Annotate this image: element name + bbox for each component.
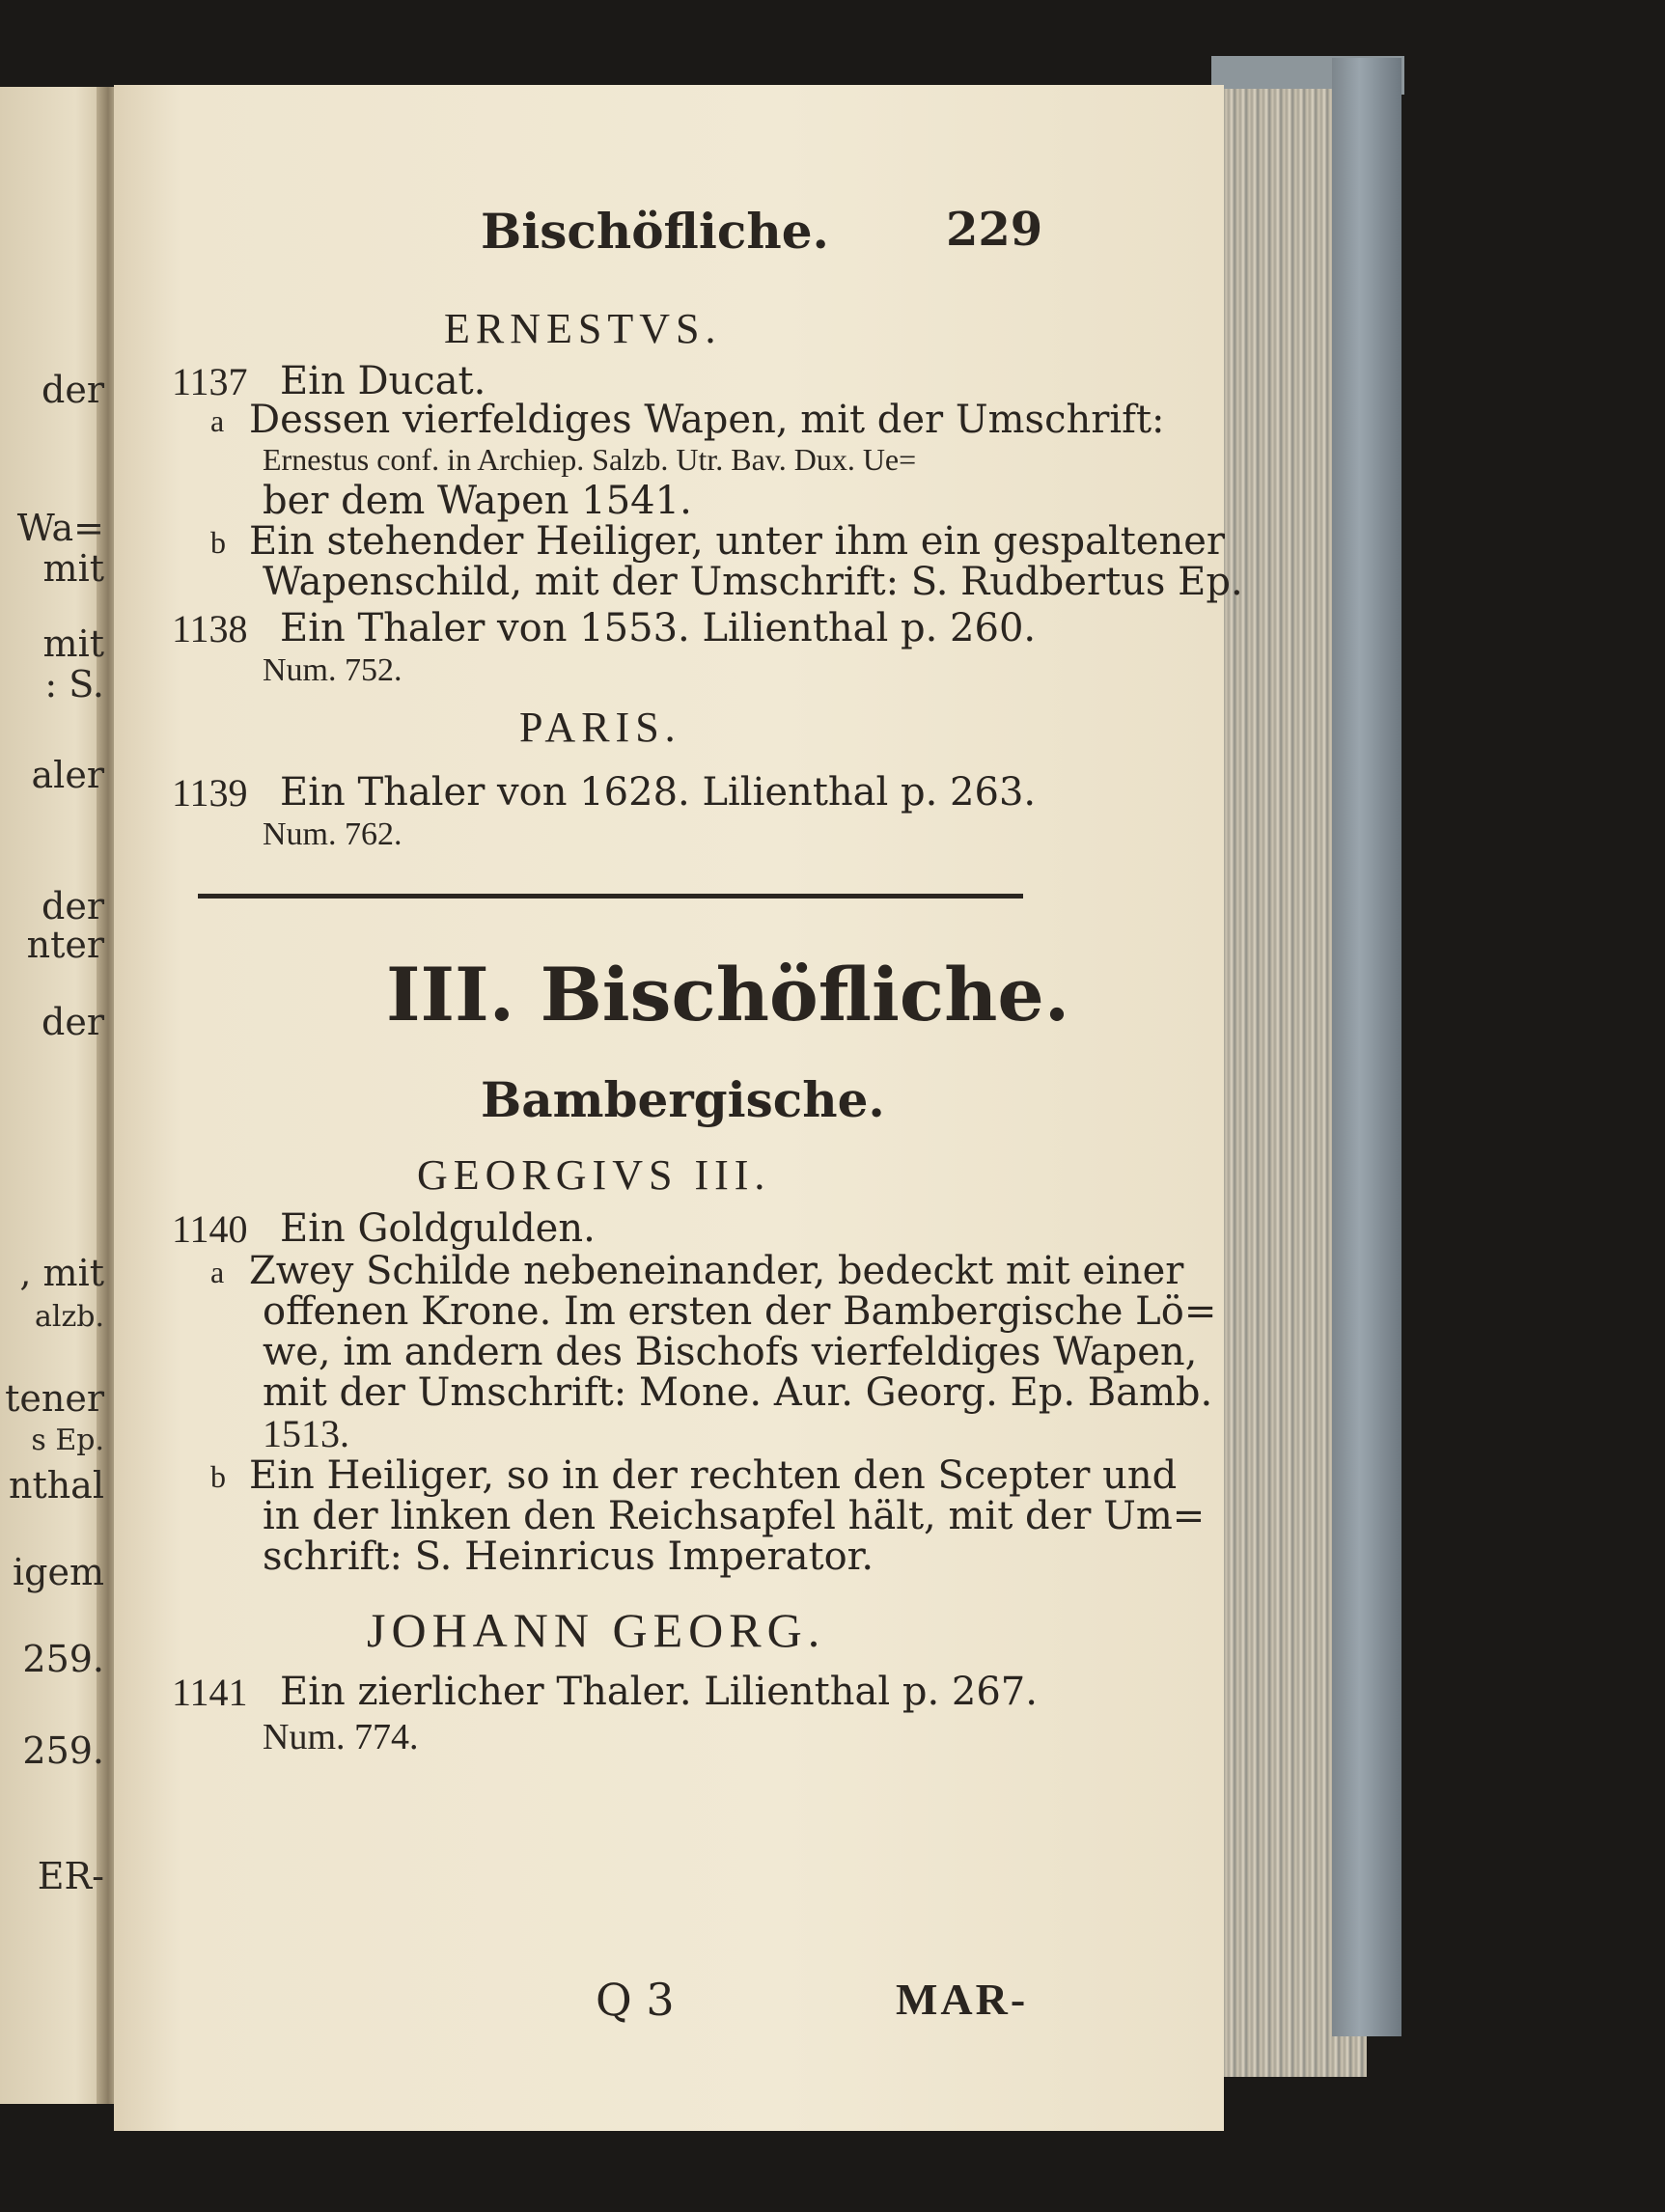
- entry-number: 1138: [172, 607, 248, 650]
- entry-line: Zwey Schilde nebeneinander, bedeckt mit einer: [249, 1249, 1184, 1293]
- left-fragment: , mit: [19, 1252, 104, 1294]
- entry-line: Ein stehender Heiliger, unter ihm ein gespaltener: [249, 519, 1226, 564]
- section-divider: [198, 894, 1023, 899]
- left-fragment: ER-: [37, 1855, 104, 1897]
- entry-line: Ein Thaler von 1628. Lilienthal p. 263.: [280, 770, 1037, 815]
- signature-mark: Q 3: [596, 1974, 675, 2026]
- entry-line: Ein Heiliger, so in der rechten den Scepter und: [249, 1453, 1178, 1498]
- entry-line: in der linken den Reichsapfel hält, mit der Um=: [263, 1494, 1206, 1538]
- entry-line: mit der Umschrift: Mone. Aur. Georg. Ep. Bamb.: [263, 1370, 1213, 1415]
- entry-title: Ein Goldgulden.: [280, 1206, 596, 1251]
- ruler-heading: PARIS.: [519, 704, 681, 751]
- catchword: MAR-: [896, 1975, 1029, 2024]
- side-label: a: [210, 1255, 225, 1289]
- entry-line: Ein zierlicher Thaler. Lilienthal p. 267.: [280, 1670, 1038, 1714]
- page-number: 229: [946, 203, 1043, 257]
- entry-line: Num. 762.: [263, 816, 402, 852]
- left-fragment: Wa=: [16, 507, 104, 549]
- left-fragment: igem: [13, 1551, 104, 1593]
- entry-line: we, im andern des Bischofs vierfeldiges Wapen,: [263, 1330, 1198, 1374]
- section-title: III. Bischöfliche.: [386, 952, 1070, 1037]
- left-fragment: der: [42, 369, 104, 411]
- entry-number: 1141: [172, 1671, 248, 1714]
- left-fragment: s Ep.: [31, 1424, 104, 1457]
- entry-number: 1139: [172, 771, 248, 815]
- left-fragment: aler: [31, 754, 104, 796]
- entry-line: Ernestus conf. in Archiep. Salzb. Utr. Bav. Dux. Ue=: [263, 442, 917, 477]
- side-label: b: [210, 525, 226, 560]
- side-label: b: [210, 1459, 226, 1494]
- left-fragment: der: [42, 1001, 104, 1043]
- left-fragment: nthal: [8, 1464, 104, 1507]
- entry-title: Ein Ducat.: [280, 359, 486, 403]
- running-title: Bischöfliche.: [481, 203, 829, 260]
- entry-line: Num. 752.: [263, 652, 402, 688]
- book-cover-edge: [1332, 58, 1401, 2036]
- entry-line: ber dem Wapen 1541.: [263, 479, 692, 523]
- entry-line: offenen Krone. Im ersten der Bambergische Lö=: [263, 1289, 1217, 1334]
- left-fragment: mit: [42, 622, 104, 665]
- ruler-heading: JOHANN GEORG.: [367, 1603, 826, 1657]
- left-fragment: 259.: [22, 1638, 104, 1680]
- entry-line: schrift: S. Heinricus Imperator.: [263, 1535, 874, 1579]
- entry-line: Dessen vierfeldiges Wapen, mit der Umschrift:: [249, 398, 1165, 442]
- entry-number: 1137: [172, 360, 248, 403]
- left-fragment: mit: [42, 547, 104, 590]
- entry-number: 1140: [172, 1207, 248, 1251]
- left-fragment: nter: [26, 924, 104, 966]
- ruler-heading: GEORGIVS III.: [417, 1151, 771, 1199]
- entry-line: Ein Thaler von 1553. Lilienthal p. 260.: [280, 606, 1037, 650]
- left-fragment: 259.: [22, 1729, 104, 1772]
- ruler-heading: ERNESTVS.: [444, 305, 722, 352]
- left-fragment: : S.: [44, 663, 104, 705]
- entry-line: Wapenschild, mit der Umschrift: S. Rudbertus Ep.: [263, 560, 1243, 604]
- entry-line: Num. 774.: [263, 1717, 419, 1757]
- subsection-title: Bambergische.: [481, 1071, 885, 1128]
- side-label: a: [210, 403, 225, 438]
- left-fragment: alzb.: [34, 1300, 104, 1334]
- entry-line: 1513.: [263, 1412, 349, 1455]
- left-fragment: tener: [5, 1377, 104, 1420]
- left-fragment: der: [42, 885, 104, 927]
